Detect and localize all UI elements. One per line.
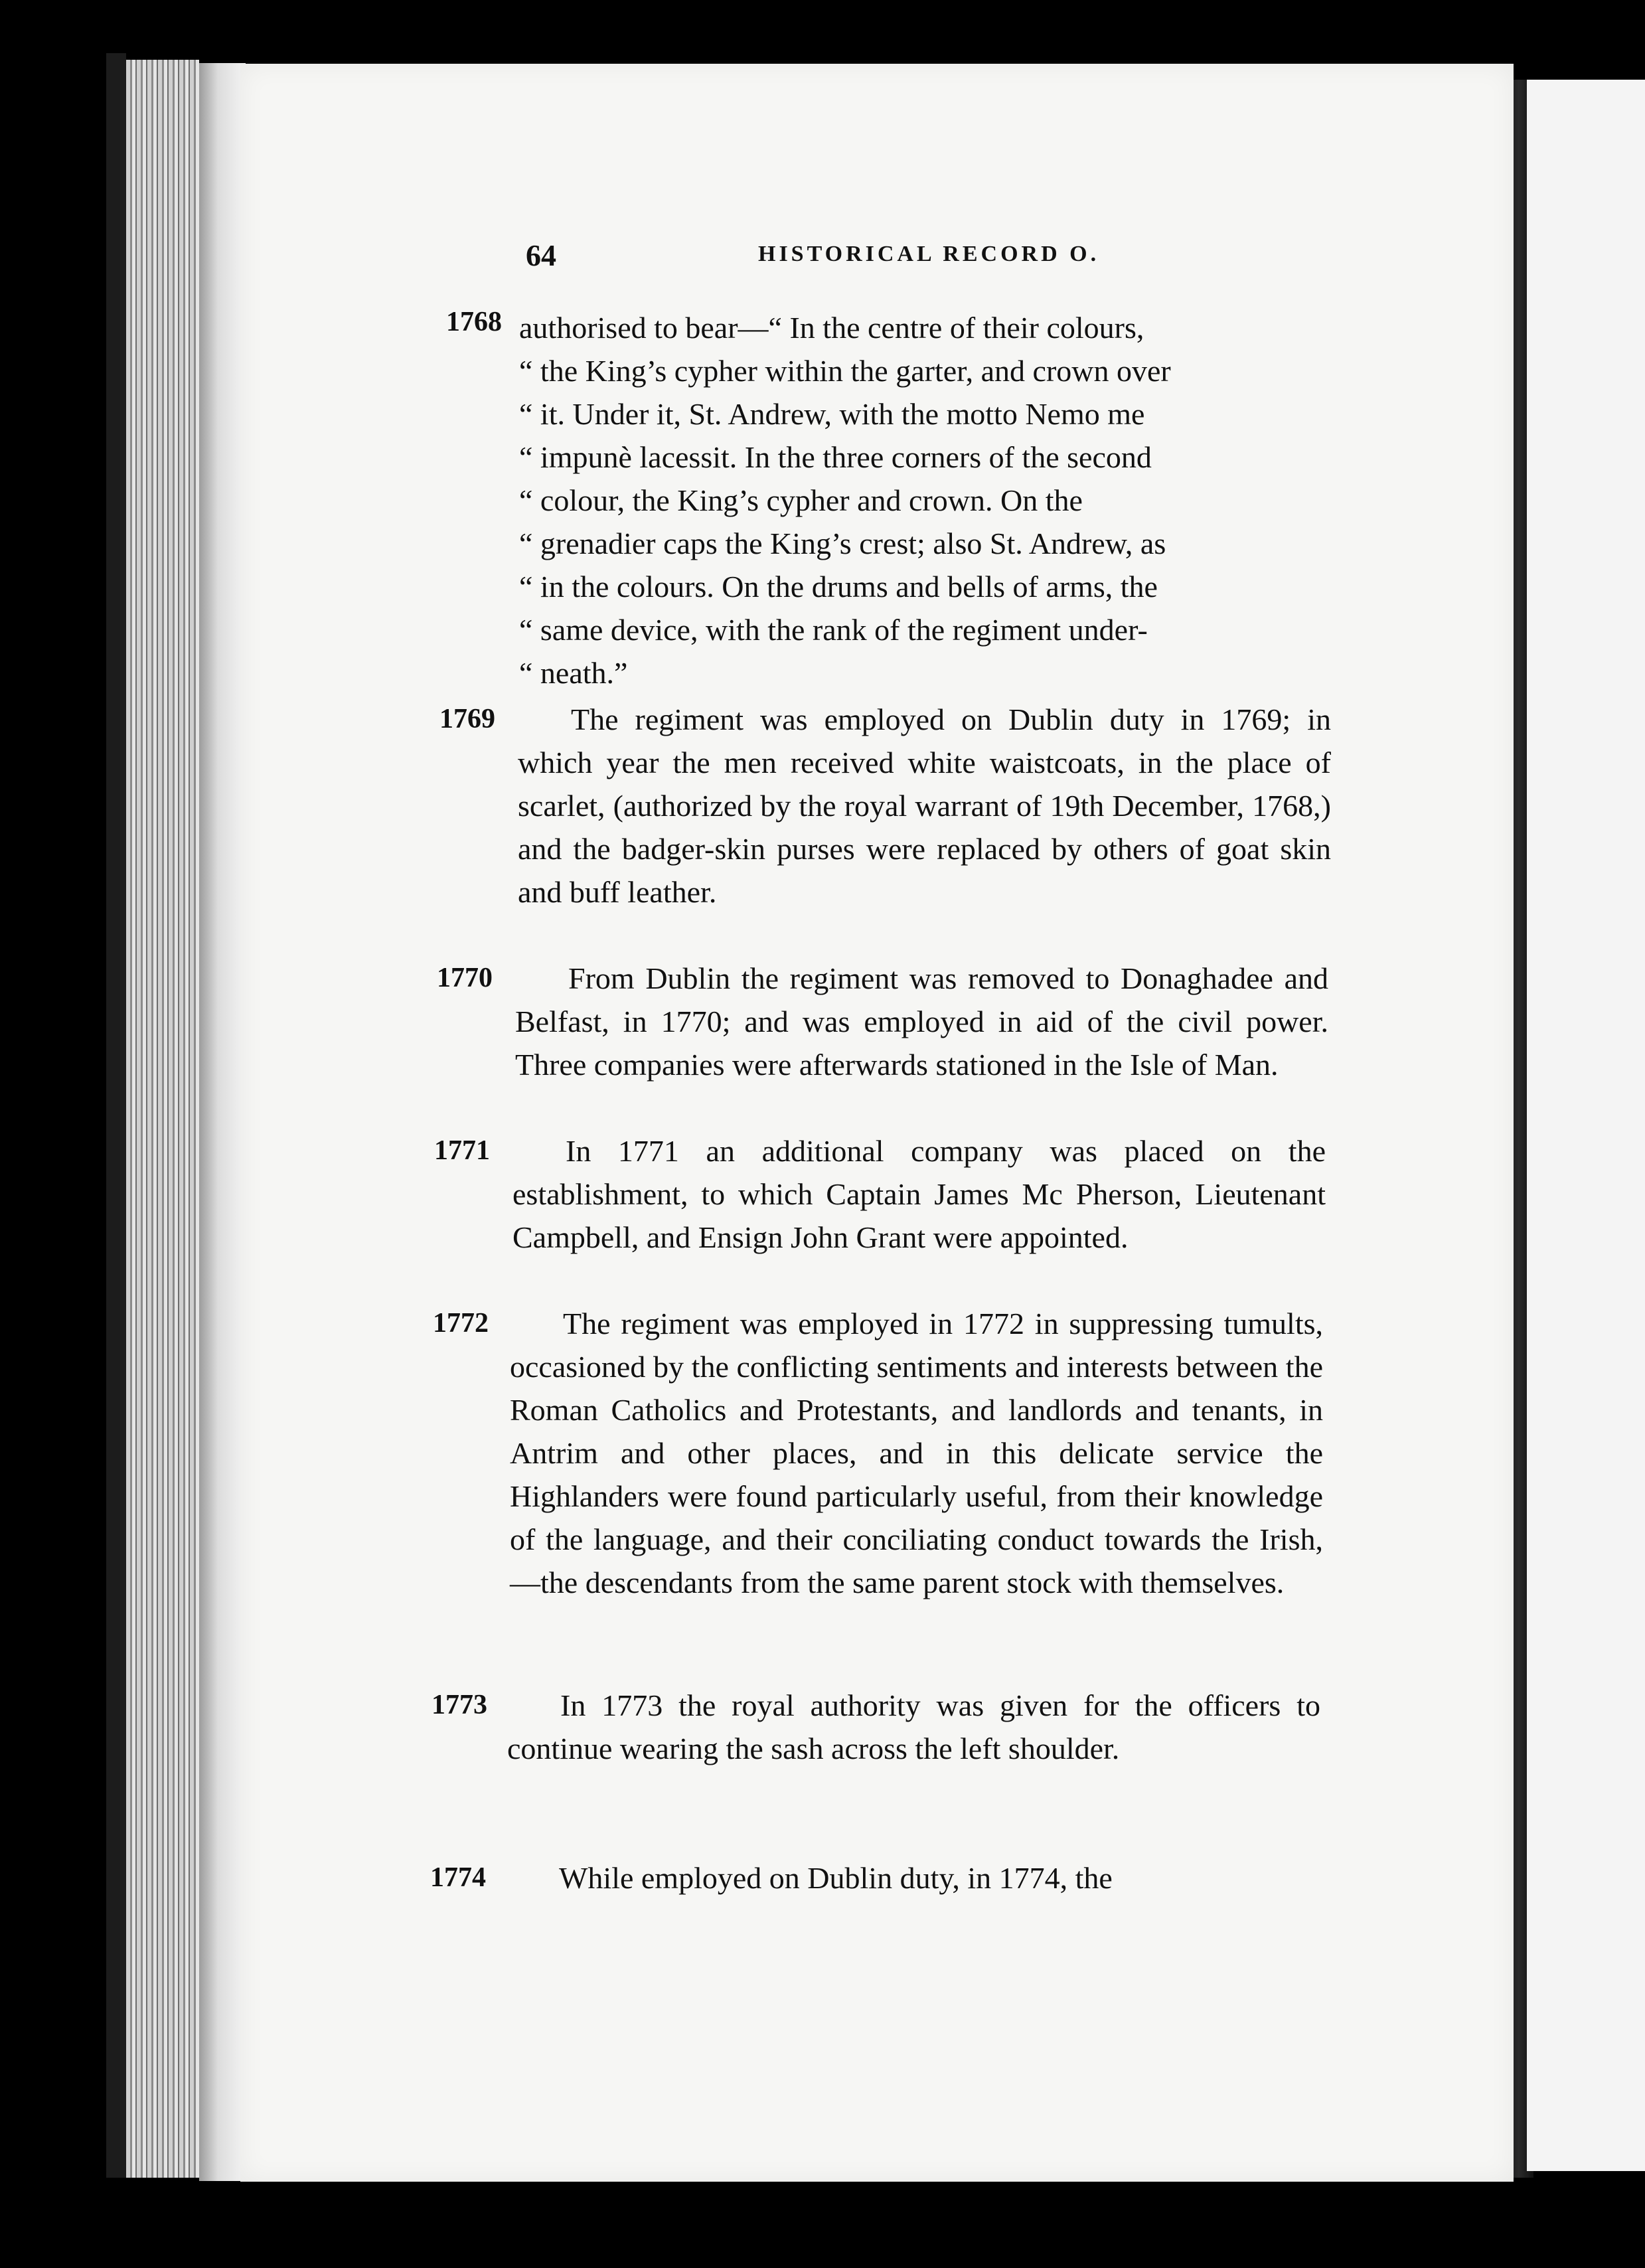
year-margin-note: 1769 — [439, 704, 495, 734]
binding-edge — [106, 53, 126, 2178]
year-margin-note: 1774 — [430, 1862, 486, 1893]
text-line: “ impunè lacessit. In the three corners of the second — [519, 440, 1152, 474]
entry-text: The regiment was employed in 1772 in suppressing tumults, occasioned by the conflicting sentiments and interests between the Roman Catholics and Protestants, and landlords and tenants, in Antrim and other places, and in this delicate service the Highlanders were found particularly useful, from their knowledge of the language, and their conciliating conduct towards the Irish,—the descendants from the same parent stock with themselves. — [510, 1307, 1323, 1599]
entry-text: From Dublin the regiment was removed to Donaghadee and Belfast, in 1770; and was employed in aid of the civil power. Three companies were afterwards stationed in the Isle of Man. — [515, 961, 1328, 1082]
entry-text: In 1773 the royal authority was given for the officers to continue wearing the sash across the left shoulder. — [507, 1688, 1320, 1765]
entry-text: In 1771 an additional company was placed on the establishment, to which Captain James Mc Pherson, Lieutenant Campbell, and Ensign John Grant were appointed. — [512, 1134, 1326, 1254]
year-margin-note: 1771 — [434, 1135, 490, 1166]
text-line: “ it. Under it, St. Andrew, with the motto Nemo me — [519, 397, 1145, 431]
page-edges — [126, 60, 199, 2178]
year-margin-note: 1773 — [431, 1690, 487, 1720]
gutter-shadow — [199, 63, 246, 2181]
text-line: “ grenadier caps the King’s crest; also St. Andrew, as — [519, 526, 1166, 560]
entry-text: The regiment was employed on Dublin duty in 1769; in which year the men received white waistcoats, in the place of scarlet, (authorized by the royal warrant of 19th December, 1768,) and the badger-skin purses were replaced by others of goat skin and buff leather. — [518, 702, 1331, 909]
running-head — [240, 238, 1514, 278]
entry-text: While employed on Dublin duty, in 1774, the — [559, 1861, 1113, 1895]
entry-text — [519, 306, 1332, 694]
page-number: 64 — [526, 238, 556, 272]
year-margin-note: 1768 — [446, 307, 502, 337]
text-line: “ neath.” — [519, 656, 628, 690]
year-margin-note: 1772 — [433, 1308, 489, 1338]
text-line: “ the King’s cypher within the garter, and crown over — [519, 354, 1171, 388]
facing-page — [1527, 80, 1645, 2171]
text-line: “ in the colours. On the drums and bells of arms, the — [519, 570, 1158, 604]
running-title: HISTORICAL RECORD O. — [758, 242, 1100, 266]
year-margin-note: 1770 — [437, 963, 493, 993]
book-page — [240, 64, 1514, 2182]
text-line: “ colour, the King’s cypher and crown. On the — [519, 483, 1083, 517]
text-line: authorised to bear—“ In the centre of their colours, — [519, 311, 1144, 345]
text-line: “ same device, with the rank of the regiment under- — [519, 613, 1148, 647]
